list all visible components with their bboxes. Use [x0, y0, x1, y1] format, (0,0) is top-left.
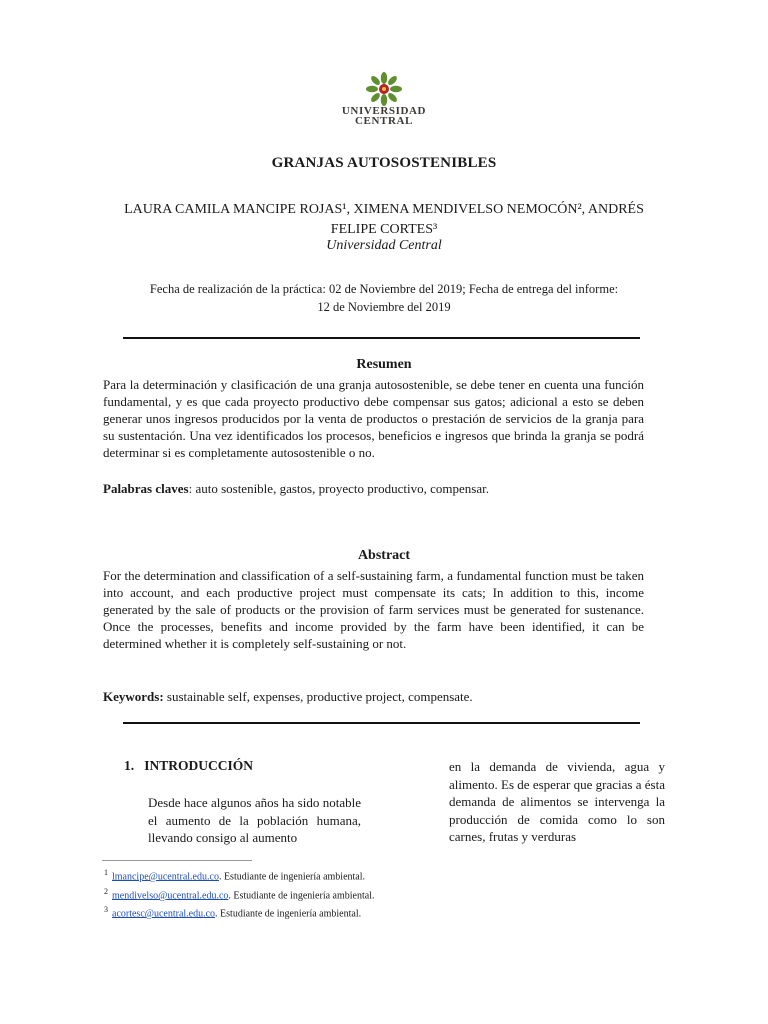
dates	[100, 280, 668, 316]
resumen-body: Para la determinación y clasificación de una granja autosostenible, se debe tener en cuenta una función fundamental, y es que cada proyecto productivo debe compensar sus gatos; adicional a esto se deben generar unos ingresos producidos por la venta de productos o prestación de servicios de la granja para su sustentación. Una vez identificados los procesos, beneficios e ingresos que brinda la granja se podrá determinar si es completamente autosostenible o no.	[103, 377, 644, 460]
resumen-keywords-text: : auto sostenible, gastos, proyecto productivo, compensar.	[188, 481, 489, 496]
footnote-2-number: 2	[104, 887, 108, 896]
footnote-1-text: . Estudiante de ingeniería ambiental.	[218, 871, 366, 883]
footnote-1-number: 1	[104, 868, 108, 877]
abstract-heading: Abstract	[357, 548, 411, 563]
resumen-keywords	[103, 481, 644, 497]
intro-left-column: Desde hace algunos años ha sido notable el aumento de la población humana, llevando consigo al aumento	[148, 795, 361, 845]
document-title: GRANJAS AUTOSOSTENIBLES	[271, 155, 497, 171]
resumen-keywords-label: Palabras claves	[103, 481, 189, 496]
intro-heading: 1. INTRODUCCIÓN	[124, 758, 254, 773]
abstract-keywords-label: Keywords:	[103, 689, 164, 704]
university-logo	[336, 72, 432, 126]
divider-bottom	[123, 722, 640, 724]
dates-line-1: Fecha de realización de la práctica: 02 de Noviembre del 2019; Fecha de entrega del informe:	[149, 282, 619, 296]
resumen-heading: Resumen	[356, 357, 412, 372]
abstract-keywords-text: sustainable self, expenses, productive project, compensate.	[163, 689, 473, 704]
footnote-1	[104, 868, 365, 882]
dates-line-2: 12 de Noviembre del 2019	[317, 300, 451, 314]
footnote-2-text: . Estudiante de ingeniería ambiental.	[228, 890, 375, 902]
logo-line-2: CENTRAL	[355, 115, 413, 127]
logo-line-1: UNIVERSIDAD	[341, 105, 427, 117]
abstract-body: For the determination and classification of a self-sustaining farm, a fundamental function must be taken into account, and each productive project must compensate its cats; In addition to this, income generated by the sale of products or the provision of farm services must be generated for sustenance. Once the processes, benefits and income provided by the farm have been identified, it can be determined whether it is completely self-sustaining or not.	[103, 568, 644, 651]
footnote-divider	[102, 860, 252, 861]
footnote-2	[104, 887, 374, 901]
footnote-3-text: . Estudiante de ingeniería ambiental.	[215, 908, 362, 920]
footnote-3	[104, 905, 361, 919]
affiliation: Universidad Central	[326, 238, 442, 253]
divider-top	[123, 337, 640, 339]
footnote-2-email-link[interactable]: mendivelso@ucentral.edu.co	[112, 890, 229, 902]
intro-right-column: en la demanda de vivienda, agua y alimento. Es de esperar que gracias a ésta demanda de alimentos se intervenga la producción de comida como lo son carnes, frutas y verduras	[449, 759, 665, 844]
abstract-keywords	[103, 689, 644, 705]
university-emblem-icon	[364, 72, 404, 106]
authors: LAURA CAMILA MANCIPE ROJAS¹, XIMENA MENDIVELSO NEMOCÓN², ANDRÉS FELIPE CORTES³	[124, 202, 644, 237]
footnote-3-email-link[interactable]: acortesc@ucentral.edu.co	[112, 908, 216, 920]
footnote-1-email-link[interactable]: lmancipe@ucentral.edu.co	[112, 871, 219, 883]
footnote-3-number: 3	[104, 905, 108, 914]
